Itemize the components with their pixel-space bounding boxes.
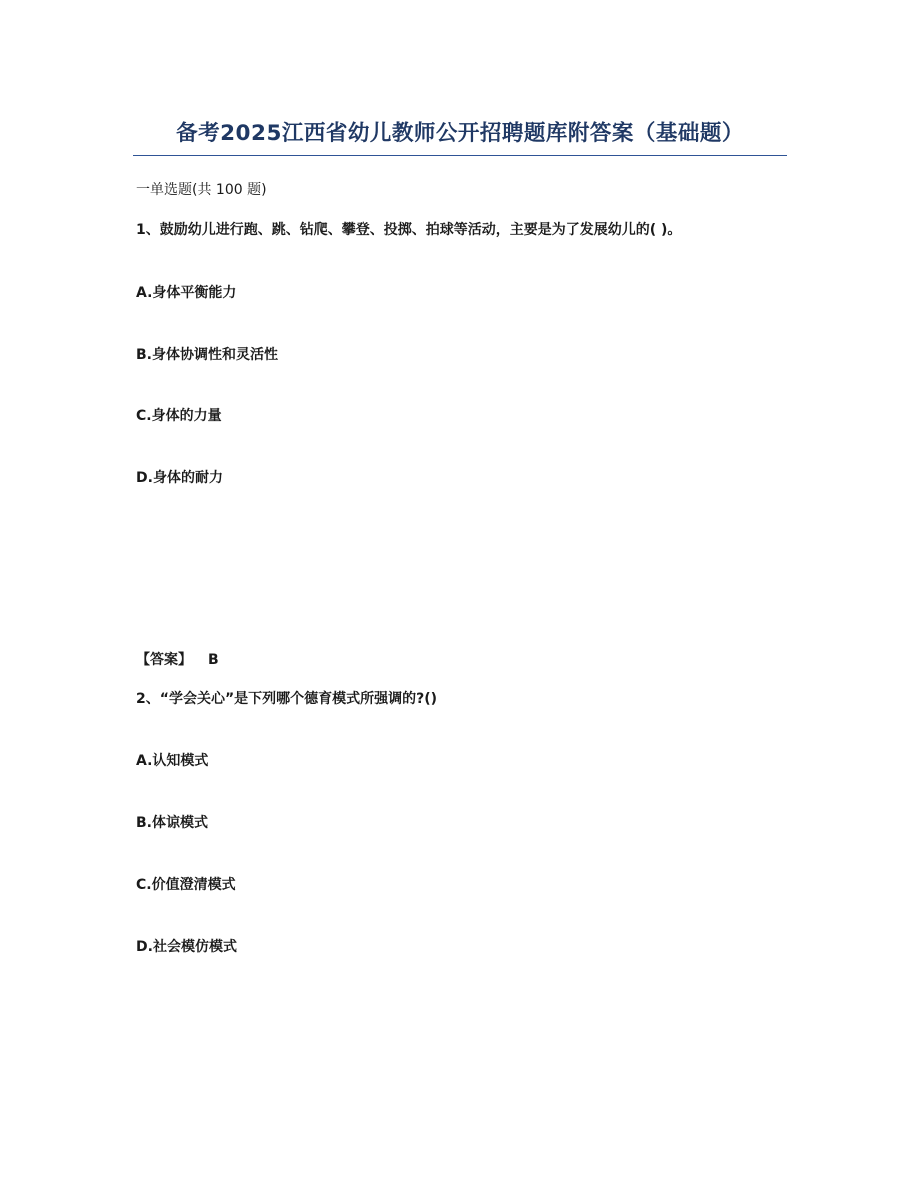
answer-value: B <box>208 652 219 668</box>
question-2-option-d: D.社会模仿模式 <box>136 939 237 955</box>
section-heading: 一单选题(共 100 题) <box>136 182 267 198</box>
question-1-stem: 1、鼓励幼儿进行跑、跳、钻爬、攀登、投掷、拍球等活动，主要是为了发展幼儿的( )。 <box>136 222 682 238</box>
question-2-option-a: A.认知模式 <box>136 753 209 769</box>
question-2-option-c: C.价值澄清模式 <box>136 877 236 893</box>
question-2-option-b: B.体谅模式 <box>136 815 208 831</box>
answer-label: 【答案】 <box>136 652 192 668</box>
question-1-answer <box>136 650 219 670</box>
question-1-option-c: C.身体的力量 <box>136 408 222 424</box>
question-2-stem: 2、“学会关心”是下列哪个德育模式所强调的?() <box>136 691 438 707</box>
question-1-option-d: D.身体的耐力 <box>136 470 223 486</box>
question-1-option-b: B.身体协调性和灵活性 <box>136 347 278 363</box>
document-title: 备考2025江西省幼儿教师公开招聘题库附答案（基础题） <box>176 121 744 146</box>
question-1-option-a: A.身体平衡能力 <box>136 285 237 301</box>
title-underline <box>133 155 787 156</box>
